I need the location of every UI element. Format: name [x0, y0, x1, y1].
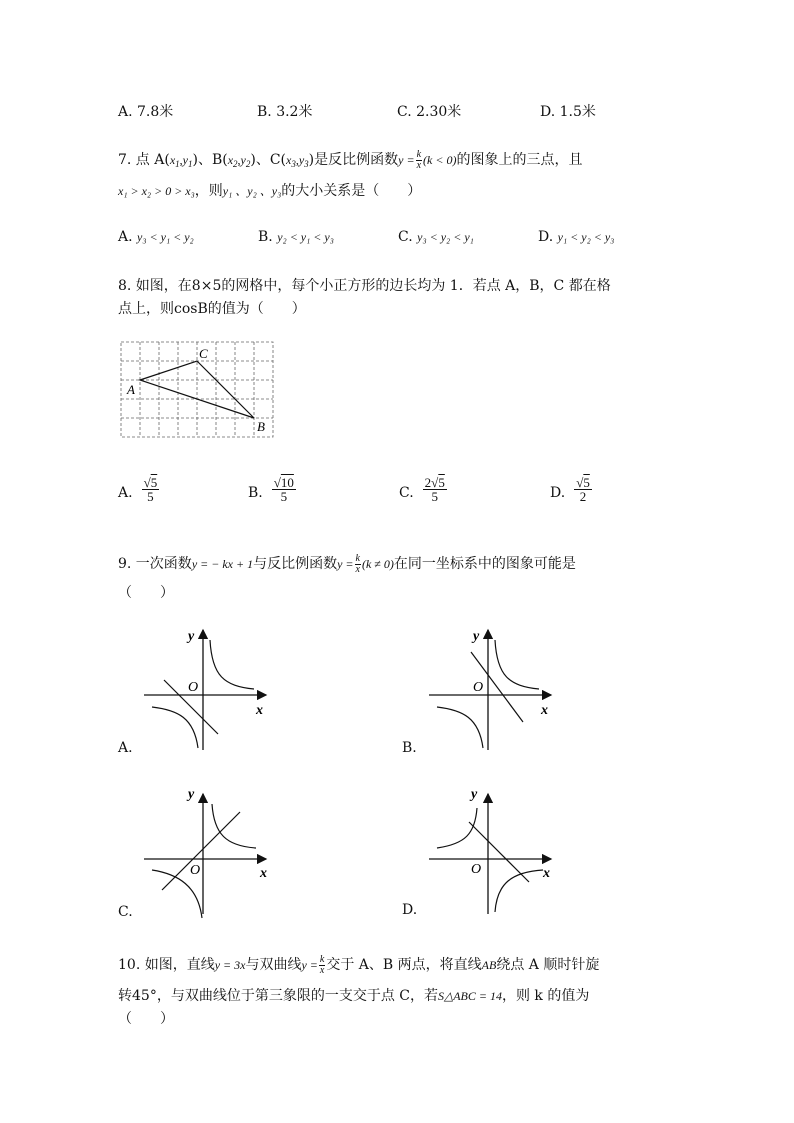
q9-option-b: B.	[402, 740, 417, 756]
q6-option-c: C. 2.30米	[397, 104, 462, 120]
q9-graph-a	[140, 618, 280, 758]
q6-option-d: D. 1.5米	[540, 104, 596, 120]
q8-grid-figure	[115, 338, 285, 440]
q9-graph-c	[140, 782, 280, 922]
q9-option-c: C.	[118, 904, 133, 920]
q8-option-c: C. $\frac{2√5}{5}$	[399, 475, 445, 504]
q7-line2: x₁ > x₂ > 0 > x₃，则y₁ 、y₂ 、y₃的大小关系是（ ）	[118, 183, 422, 199]
q9-graph-b	[425, 618, 565, 758]
q6-option-b: B. 3.2米	[257, 104, 313, 120]
x-axis-label: x	[260, 866, 267, 881]
q7-option-a: A. y₃ < y₁ < y₂	[118, 229, 194, 245]
y-axis-label: y	[188, 787, 195, 802]
q8-line1: 8. 如图，在8×5的网格中，每个小正方形的边长均为 1．若点 A，B，C 都在格	[118, 278, 611, 294]
point-b-label: B	[257, 419, 265, 434]
q8-option-d: D. $\frac{√5}{2}$	[550, 475, 590, 504]
q7-option-c: C. y₃ < y₂ < y₁	[398, 229, 474, 245]
q7-option-d: D. y₁ < y₂ < y₃	[538, 229, 615, 245]
q9-option-a: A.	[118, 740, 133, 756]
hyperbola-q2	[437, 808, 477, 848]
q10-line3: （ ）	[118, 1011, 174, 1027]
hyperbola-q3	[152, 707, 198, 748]
x-axis-label: x	[543, 866, 550, 881]
origin-label: O	[471, 862, 482, 877]
q9-graph-d	[425, 782, 565, 922]
point-a-label: A	[127, 382, 135, 397]
q10-line1: 10. 如图，直线y = 3x与双曲线y = $\frac{k}{x}$ 交于 A、B 两点，将直线AB绕点 A 顺时针旋	[118, 953, 600, 976]
point-c-label: C	[199, 346, 208, 361]
q9-line1: 9. 一次函数y = − kx + 1与反比例函数y = $\frac{k}{x}$ (k ≠ 0)在同一坐标系中的图象可能是	[118, 552, 576, 575]
origin-label: O	[473, 680, 484, 695]
x-axis-label: x	[256, 703, 263, 718]
q7-line1: 7. 点 $A(x_1,y_1)$、$B(x_2,y_2)$、$C(x_3,y_3)$是反比例函数y = $\frac{k}{x}$ (k < 0)的图象上的三点，且	[118, 148, 583, 171]
linear-line	[162, 812, 240, 890]
q8-option-a: A. $\frac{√5}{5}$	[118, 475, 158, 504]
hyperbola-q1	[210, 640, 254, 689]
q10-line2: 转45°，与双曲线位于第三象限的一支交于点 C，若S△ABC = 14，则 k 的值为	[118, 988, 590, 1004]
q9-option-d: D.	[402, 902, 418, 918]
origin-label: O	[190, 863, 201, 878]
q7-option-b: B. y₂ < y₁ < y₃	[258, 229, 334, 245]
y-axis-label: y	[188, 629, 195, 644]
x-axis-label: x	[541, 703, 548, 718]
q9-line2: （ ）	[118, 585, 174, 601]
y-axis-label: y	[473, 629, 480, 644]
grid-lines	[121, 342, 273, 437]
q8-line2: 点上，则cosB的值为（ ）	[118, 301, 306, 317]
q8-option-b: B. $\frac{√10}{5}$	[248, 475, 294, 504]
origin-label: O	[188, 680, 199, 695]
hyperbola-q1	[495, 640, 539, 689]
hyperbola-q3	[437, 707, 483, 748]
hyperbola-q1	[212, 804, 256, 848]
q6-option-a: A. 7.8米	[118, 104, 174, 120]
y-axis-label: y	[471, 787, 478, 802]
hyperbola-q4	[495, 870, 543, 912]
